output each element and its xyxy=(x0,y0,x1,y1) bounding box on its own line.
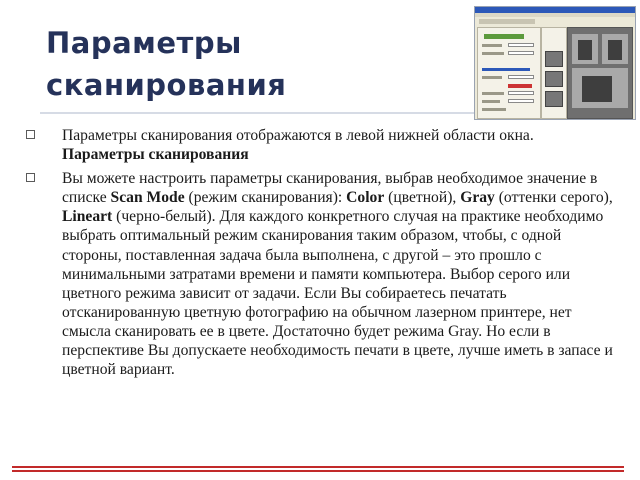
bullet-list xyxy=(24,126,616,384)
screenshot-preview-area xyxy=(567,27,633,119)
color-term: Color xyxy=(346,189,385,207)
bullet-2-text-c: (цветной), xyxy=(384,189,461,207)
bullet-2-text-a: Вы можете настроить параметры сканирования, выбрав необходимое значение в списке xyxy=(62,170,598,207)
gray-term: Gray xyxy=(460,189,495,207)
screenshot-mini-photo-1 xyxy=(545,51,563,67)
screenshot-toolbar xyxy=(479,19,535,24)
title-divider xyxy=(40,112,490,114)
square-bullet-icon xyxy=(26,130,35,139)
screenshot-mini-photo-2 xyxy=(545,71,563,87)
screenshot-left-pane xyxy=(477,27,541,119)
scanner-app-screenshot xyxy=(474,6,636,120)
screenshot-green-bar xyxy=(484,34,524,39)
bullet-item-1 xyxy=(24,126,616,164)
footer-double-rule xyxy=(12,466,624,472)
lineart-term: Lineart xyxy=(62,208,113,226)
bullet-1-bold: Параметры сканирования xyxy=(62,146,249,164)
slide-title xyxy=(46,22,286,106)
screenshot-menubar xyxy=(475,13,635,17)
bullet-2-text-d: (оттенки серого), xyxy=(494,189,613,207)
title-line-2: сканирования xyxy=(46,68,287,102)
screenshot-highlight xyxy=(508,84,532,88)
title-line-1: Параметры xyxy=(46,26,242,60)
bullet-2-text-e: (черно-белый). Для каждого конкретного случая на практике необходимо выбрать оптимальный режим сканирования таким образом, чтобы, с одной стороны, поставленная задача была выполнена, с другой – это прошло с минимальными затратами времени и памяти компьютера. Выбор серого или цветного режима зависит от задачи. Если Вы собираетесь печатать отсканированную цветную фотографию на обычном лазерном принтере, нет смысла сканировать ее в цвете. Достаточно будет режима Gray. Но если в перспективе Вы допускаете необходимость печати в цвете, лучше иметь в запасе и цветной вариант. xyxy=(62,208,613,379)
bullet-item-2 xyxy=(24,169,616,379)
screenshot-mini-photo-3 xyxy=(545,91,563,107)
bullet-1-text: Параметры сканирования отображаются в левой нижней области окна. xyxy=(62,127,534,144)
bullet-2-text-b: (режим сканирования): xyxy=(184,189,347,207)
scan-mode-term: Scan Mode xyxy=(110,189,185,207)
square-bullet-icon xyxy=(26,173,35,182)
